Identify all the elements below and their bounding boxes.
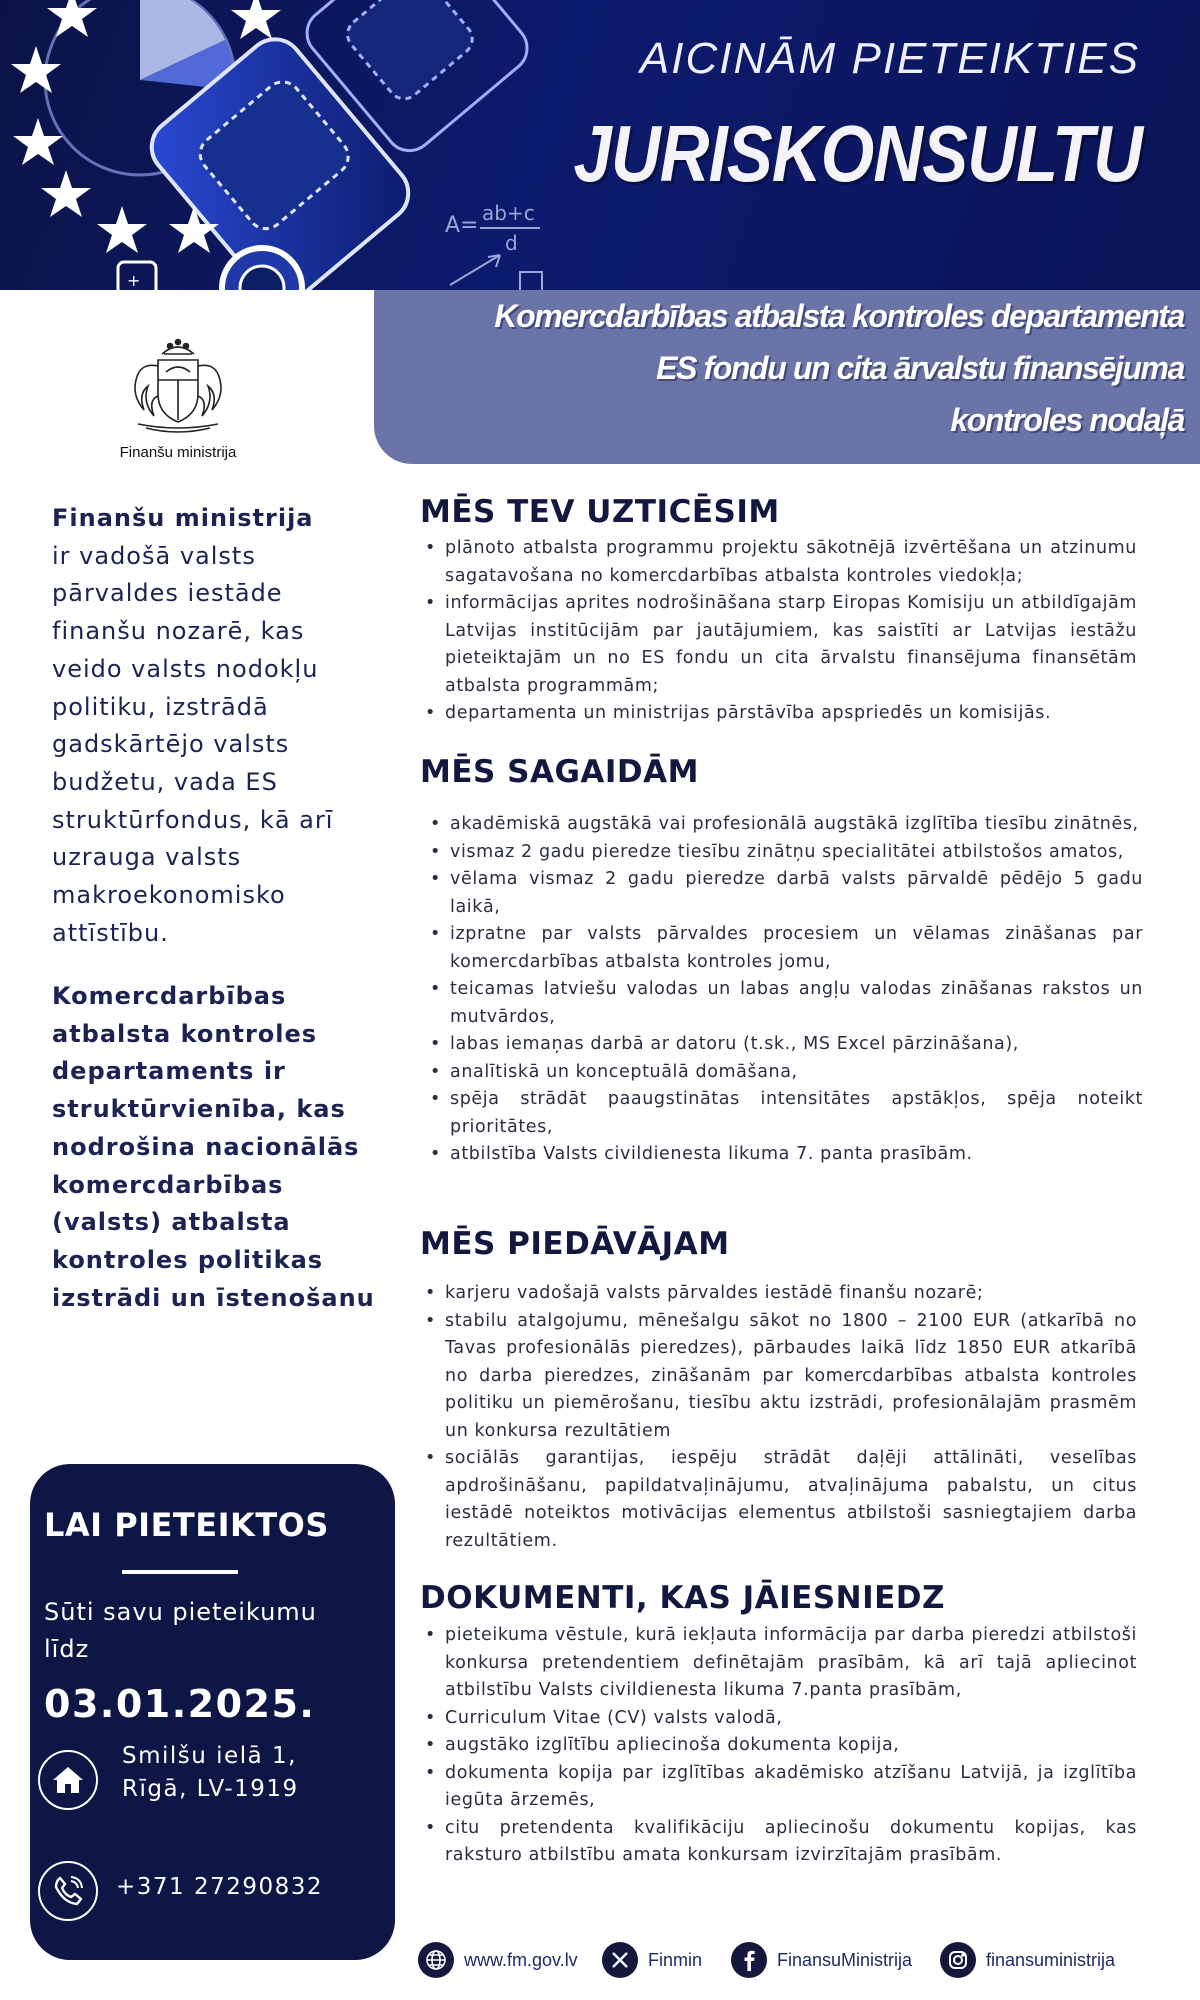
phone-icon (38, 1861, 98, 1921)
svg-text:+: + (127, 271, 141, 290)
section-offer-heading: MĒS PIEDĀVĀJAM (420, 1226, 730, 1262)
footer-website-link[interactable] (418, 1942, 578, 1978)
department-description: Komercdarbības atbalsta kontroles departaments ir struktūrvienība, kas nodrošina nacionālās komercdarbības (valsts) atbalsta kontroles politikas izstrādi un īstenošanu (52, 982, 375, 1312)
footer-facebook-label[interactable]: FinansuMinistrija (777, 1949, 913, 1970)
list-item: • vismaz 2 gadu pieredze tiesību zinātņu specialitātei atbilstošos amatos, (428, 839, 1143, 867)
list-item: • citu pretendenta kvalifikāciju apliecinošu dokumentu kopijas, kas raksturo atbilstību amata konkursam izvirzītajām prasībām. (423, 1815, 1137, 1870)
ministry-intro-text: ir vadošā valsts pārvaldes iestāde finanšu nozarē, kas veido valsts nodokļu politiku, izstrādā gadskārtējo valsts budžetu, vada ES struktūrfondus, kā arī uzrauga valsts makroekonomisko attīstību. (52, 541, 334, 947)
ministry-name: Finanšu ministrija (119, 444, 237, 461)
apply-address-line-2: Rīgā, LV-1919 (122, 1776, 299, 1802)
apply-send-text: Sūti savu pieteikumu līdz (44, 1598, 317, 1663)
globe-icon (418, 1942, 454, 1978)
hero-job-title: JURISKONSULTU (573, 109, 1142, 198)
list-item: • teicamas latviešu valodas un labas angļu valodas zināšanas rakstos un mutvārdos, (428, 976, 1143, 1031)
department-line-2: ES fondu un cita ārvalstu finansējuma (656, 350, 1184, 386)
apply-deadline-date: 03.01.2025. (44, 1682, 316, 1726)
list-item: • atbilstība Valsts civildienesta likuma 7. panta prasībām. (428, 1141, 1143, 1169)
hero-illustration (0, 0, 600, 290)
apply-box (30, 1464, 395, 1960)
section-offer-list (423, 1280, 1137, 1555)
footer-website-label[interactable]: www.fm.gov.lv (464, 1949, 578, 1970)
section-trust-list (423, 535, 1137, 728)
list-item: • labas iemaņas darbā ar datoru (t.sk., MS Excel pārzināšana), (428, 1031, 1143, 1059)
coat-of-arms-icon (118, 336, 238, 436)
section-expect-list (428, 811, 1143, 1169)
list-item: • spēja strādāt paaugstinātas intensitātes apstākļos, spēja noteikt prioritātes, (428, 1086, 1143, 1141)
list-item: • stabilu atalgojumu, mēnešalgu sākot no 1800 – 2100 EUR (atkarībā no Tavas profesionālās pieredzes), pārbaudes laikā līdz 1850 EUR atkarībā no darba pieredzes, zināšanām par komercdarbības atbalsta kontroles politiku un piemērošanu, tiesību aktu izstrādi, profesionālajām prasmēm un konkursa rezultātiem (423, 1308, 1137, 1446)
footer-facebook-link[interactable] (731, 1942, 912, 1978)
ministry-logo (108, 336, 248, 461)
list-item: • izpratne par valsts pārvaldes procesiem un vēlamas zināšanas par komercdarbības atbalsta kontroles jomu, (428, 921, 1143, 976)
footer-instagram-link[interactable] (940, 1942, 1115, 1978)
x-logo-icon (602, 1942, 638, 1978)
section-trust-heading: MĒS TEV UZTICĒSIM (420, 494, 780, 530)
facebook-icon (731, 1942, 767, 1978)
apply-address (122, 1740, 299, 1806)
list-item: • karjeru vadošajā valsts pārvaldes iestādē finanšu nozarē; (423, 1280, 1137, 1308)
section-documents-heading: DOKUMENTI, KAS JĀIESNIEDZ (420, 1580, 946, 1616)
svg-text:A=: A= (445, 213, 479, 238)
list-item: • departamenta un ministrijas pārstāvība apspriedēs un komisijās. (423, 700, 1137, 728)
hero-invite-text: AICINĀM PIETEIKTIES (639, 34, 1140, 83)
list-item: • plānoto atbalsta programmu projektu sākotnējā izvērtēšana un atzinumu sagatavošana no komercdarbības atbalsta kontroles viedokļa; (423, 535, 1137, 590)
section-expect-heading: MĒS SAGAIDĀM (420, 754, 700, 790)
footer-x-link[interactable] (602, 1942, 702, 1978)
footer-instagram-label[interactable]: finansuministrija (986, 1949, 1116, 1970)
department-line-1: Komercdarbības atbalsta kontroles departamenta (494, 298, 1184, 334)
svg-text:ab+c: ab+c (482, 201, 535, 225)
list-item: • vēlama vismaz 2 gadu pieredze darbā valsts pārvaldē pēdējo 5 gadu laikā, (428, 866, 1143, 921)
ministry-intro (52, 500, 382, 952)
instagram-icon (940, 1942, 976, 1978)
hero-banner (0, 0, 1200, 290)
apply-phone-number[interactable]: +371 27290832 (116, 1874, 324, 1900)
list-item: • analītiskā un konceptuālā domāšana, (428, 1059, 1143, 1087)
footer-x-label[interactable]: Finmin (648, 1949, 703, 1970)
list-item: • augstāko izglītību apliecinoša dokumenta kopija, (423, 1732, 1137, 1760)
apply-title: LAI PIETEIKTOS (44, 1506, 329, 1544)
list-item: • Curriculum Vitae (CV) valsts valodā, (423, 1705, 1137, 1733)
list-item: • dokumenta kopija par izglītības akadēmisko atzīšanu Latvijā, ja izglītība iegūta ārzemēs, (423, 1760, 1137, 1815)
department-ribbon (374, 290, 1200, 464)
home-icon (38, 1750, 98, 1810)
svg-text:d: d (505, 231, 518, 255)
apply-divider (122, 1570, 238, 1574)
list-item: • sociālās garantijas, iespēju strādāt daļēji attālināti, veselības apdrošināšanu, papildatvaļinājumu, atvaļinājuma pabalstu, un citus iestādē noteiktos motivācijas elementus atbilstoši sasniegtajiem darba rezultātiem. (423, 1445, 1137, 1555)
ministry-intro-name: Finanšu ministrija (52, 504, 314, 532)
list-item: • informācijas aprites nodrošināšana starp Eiropas Komisiju un atbildīgajām Latvijas institūcijām par jautājumiem, kas saistīti ar Latvijas iestāžu pieteiktajām un no ES fondu un cita ārvalstu finansējuma finansētām atbalsta programmām; (423, 590, 1137, 700)
list-item: • akadēmiskā augstākā vai profesionālā augstākā izglītība tiesību zinātnēs, (428, 811, 1143, 839)
apply-address-line-1: Smilšu ielā 1, (122, 1743, 297, 1769)
section-documents-list (423, 1622, 1137, 1870)
department-line-3: kontroles nodaļā (950, 402, 1184, 438)
list-item: • pieteikuma vēstule, kurā iekļauta informācija par darba pieredzi atbilstoši konkursa pretendentiem definētajām prasībām, kā arī tajā apliecinot atbilstību Valsts civildienesta likuma 7.panta prasībām, (423, 1622, 1137, 1705)
